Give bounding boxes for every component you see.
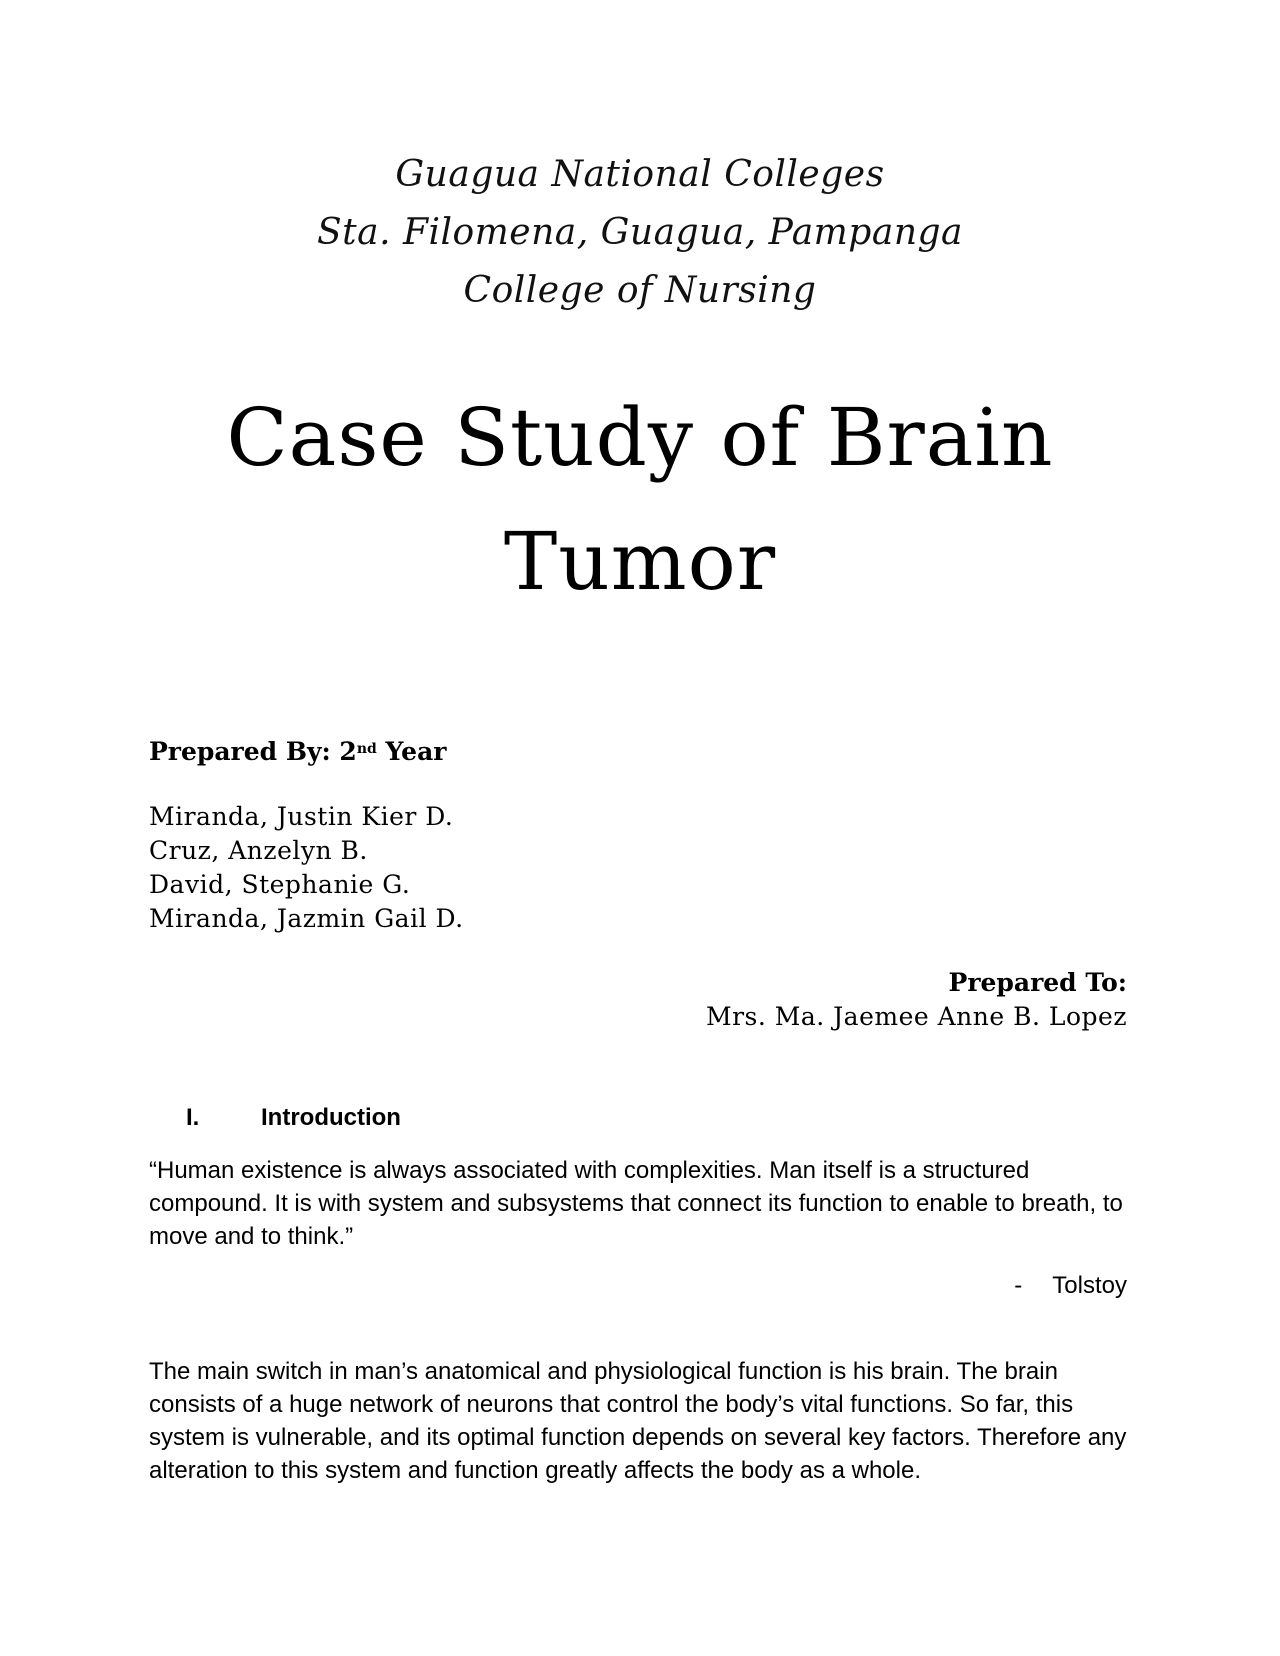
institution-header bbox=[0, 146, 1280, 320]
quote-author: Tolstoy bbox=[1052, 1272, 1127, 1299]
title-line-1: Case Study of Brain bbox=[226, 391, 1054, 484]
prepared-to-label: Prepared To: bbox=[948, 968, 1127, 997]
title-line-2: Tumor bbox=[503, 515, 777, 608]
prepared-by-year: Year bbox=[376, 737, 447, 766]
section-number: I. bbox=[186, 1104, 200, 1131]
prepared-by-heading bbox=[149, 736, 446, 768]
year-ordinal-suffix: nd bbox=[356, 741, 377, 757]
author-name: Miranda, Justin Kier D. bbox=[149, 802, 454, 831]
body-paragraph: The main switch in man’s anatomical and physiological function is his brain. The brain consists of a huge network of neurons that control the body’s vital functions. So far, this system is vulnerable, and its optimal function depends on several key factors. Therefore any alteration to this system and function greatly affects the body as a whole. bbox=[149, 1358, 1127, 1484]
instructor-name: Mrs. Ma. Jaemee Anne B. Lopez bbox=[705, 1002, 1127, 1031]
college-name: Guagua National Colleges bbox=[395, 154, 885, 195]
author-name: David, Stephanie G. bbox=[149, 870, 411, 899]
author-list bbox=[149, 800, 464, 936]
author-name: Miranda, Jazmin Gail D. bbox=[149, 904, 464, 933]
college-department: College of Nursing bbox=[463, 270, 817, 311]
author-name: Cruz, Anzelyn B. bbox=[149, 836, 368, 865]
quote-attribution bbox=[1014, 1271, 1127, 1301]
section-heading bbox=[186, 1103, 401, 1133]
attribution-dash: - bbox=[1014, 1272, 1023, 1299]
prepared-to-block bbox=[706, 966, 1127, 1034]
prepared-by-label: Prepared By: 2 bbox=[149, 737, 357, 766]
college-address: Sta. Filomena, Guagua, Pampanga bbox=[316, 212, 964, 253]
section-title: Introduction bbox=[261, 1104, 401, 1131]
opening-quote: “Human existence is always associated with complexities. Man itself is a structured compound. It is with system and subsystems that connect its function to enable to breath, to move and to think.” bbox=[149, 1157, 1123, 1250]
document-title bbox=[0, 376, 1280, 624]
